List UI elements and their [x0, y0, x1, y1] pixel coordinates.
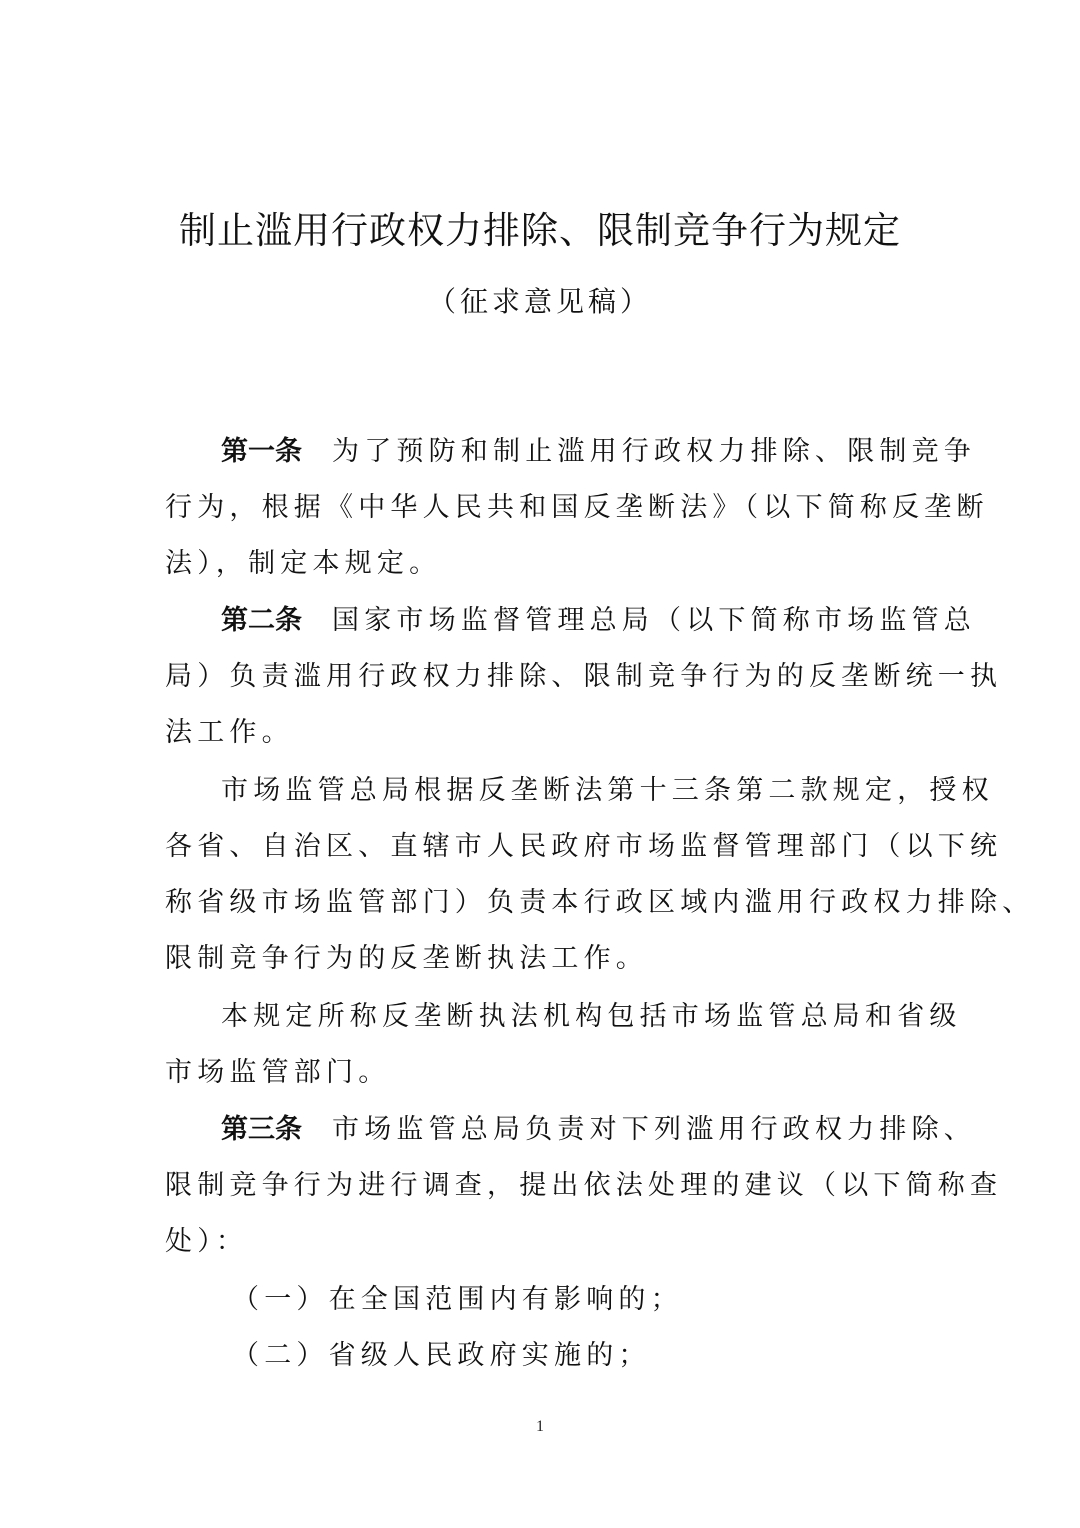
article-1-label: 第一条 — [221, 436, 302, 467]
article-3-line-3: 处）： — [165, 1226, 249, 1257]
article-2-line-1 — [221, 601, 1011, 641]
article-3-line-2: 限制竞争行为进行调查，提出依法处理的建议（以下简称查 — [165, 1170, 1003, 1201]
article-2-line-3: 法工作。 — [165, 717, 294, 748]
article-2-para-3-line-1: 本规定所称反垄断执法机构包括市场监管总局和省级 — [221, 1001, 962, 1032]
article-2-line-2: 局）负责滥用行政权力排除、限制竞争行为的反垄断统一执 — [165, 661, 1003, 692]
article-3-item-2: （二）省级人民政府实施的； — [232, 1340, 651, 1371]
article-3-line-1 — [221, 1110, 1011, 1150]
article-3-label: 第三条 — [221, 1114, 302, 1145]
document-subtitle: （征求意见稿） — [427, 285, 652, 318]
page-number: 1 — [536, 1418, 544, 1435]
article-1-line-2: 行为，根据《中华人民共和国反垄断法》（以下简称反垄断 — [165, 492, 989, 523]
article-2-para-2-line-1: 市场监管总局根据反垄断法第十三条第二款规定，授权 — [221, 775, 994, 806]
article-3-text: 市场监管总局负责对下列滥用行政权力排除、 — [332, 1114, 976, 1145]
article-2-para-2-line-3: 称省级市场监管部门）负责本行政区域内滥用行政权力排除、 — [165, 887, 1035, 918]
article-2-label: 第二条 — [221, 605, 302, 636]
article-2-para-2-line-2: 各省、自治区、直辖市人民政府市场监督管理部门（以下统 — [165, 831, 1003, 862]
article-3-item-1: （一）在全国范围内有影响的； — [232, 1284, 683, 1315]
article-2-para-2-line-4: 限制竞争行为的反垄断执法工作。 — [165, 943, 648, 974]
article-1-line-3: 法），制定本规定。 — [165, 548, 442, 579]
article-2-para-3-line-2: 市场监管部门。 — [165, 1057, 391, 1088]
article-1-text: 为了预防和制止滥用行政权力排除、限制竞争 — [332, 436, 976, 467]
article-1-line-1 — [221, 432, 1011, 472]
document-title: 制止滥用行政权力排除、限制竞争行为规定 — [179, 209, 901, 252]
article-2-text: 国家市场监督管理总局（以下简称市场监管总 — [332, 605, 976, 636]
